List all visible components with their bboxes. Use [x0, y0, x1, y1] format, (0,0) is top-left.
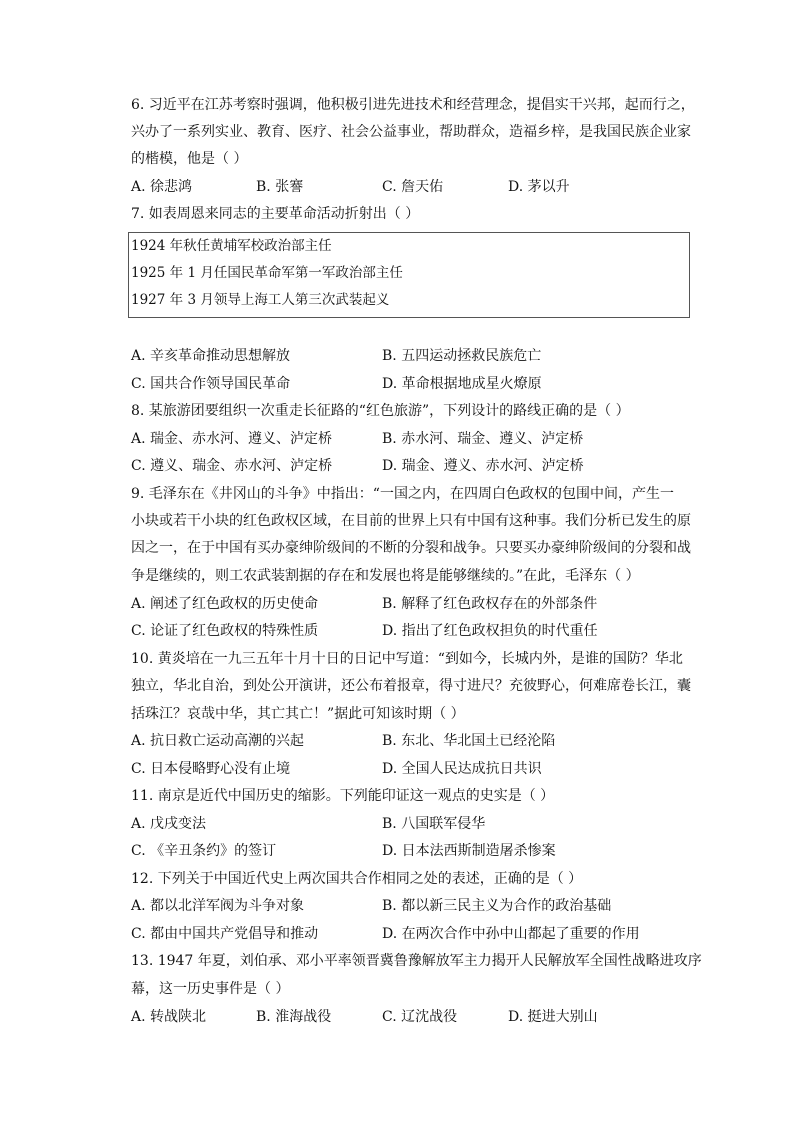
- q6-option-d: D. 茅以升: [508, 179, 570, 195]
- q11-line-1: 11. 南京是近代中国历史的缩影。下列能印证这一观点的史实是（ ）: [131, 788, 555, 804]
- q10-option-a: A. 抗日救亡运动高潮的兴起: [131, 733, 305, 749]
- q10-option-b: B. 东北、华北国土已经沦陷: [382, 733, 556, 749]
- q6-option-b: B. 张謇: [256, 179, 304, 195]
- q10-option-c: C. 日本侵略野心没有止境: [131, 761, 291, 777]
- q6-line-1: 6. 习近平在江苏考察时强调，他积极引进先进技术和经营理念，提倡实干兴邦，起而行之，: [131, 97, 695, 113]
- q13-line-2: 幕，这一历史事件是（ ）: [131, 981, 290, 997]
- q7-option-c: C. 国共合作领导国民革命: [131, 376, 291, 392]
- q9-line-2: 小块或若干小块的红色政权区域，在目前的世界上只有中国有这种事。我们分析已发生的原: [131, 513, 691, 529]
- q10-line-3: 括珠江？哀哉中华，其亡其亡！”据此可知该时期（ ）: [131, 706, 465, 722]
- q12-option-b: B. 都以新三民主义为合作的政治基础: [382, 898, 612, 914]
- q7-table-row-1: 1924 年秋任黄埔军校政治部主任: [131, 238, 332, 254]
- q10-option-d: D. 全国人民达成抗日共识: [382, 761, 542, 777]
- q13-option-d: D. 挺进大别山: [508, 1009, 598, 1025]
- q8-option-c: C. 遵义、瑞金、赤水河、泸定桥: [131, 458, 333, 474]
- q12-option-d: D. 在两次合作中孙中山都起了重要的作用: [382, 926, 640, 942]
- q11-option-b: B. 八国联军侵华: [382, 816, 486, 832]
- q8-option-a: A. 瑞金、赤水河、遵义、泸定桥: [131, 431, 333, 447]
- q7-line-1: 7. 如表周恩来同志的主要革命活动折射出（ ）: [131, 206, 420, 222]
- q7-table-row-3: 1927 年 3 月领导上海工人第三次武装起义: [131, 292, 390, 308]
- q9-option-d: D. 指出了红色政权担负的时代重任: [382, 623, 598, 639]
- q13-line-1: 13. 1947 年夏，刘伯承、邓小平率领晋冀鲁豫解放军主力揭开人民解放军全国性战略进攻序: [131, 953, 702, 969]
- q6-option-a: A. 徐悲鸿: [131, 179, 193, 195]
- q10-line-1: 10. 黄炎培在一九三五年十月十日的日记中写道：“到如今，长城内外，是谁的国防？华北: [131, 651, 683, 667]
- q8-line-1: 8. 某旅游团要组织一次重走长征路的“红色旅游”，下列设计的路线正确的是（ ）: [131, 403, 630, 419]
- q11-option-d: D. 日本法西斯制造屠杀惨案: [382, 843, 556, 859]
- q13-option-a: A. 转战陕北: [131, 1009, 207, 1025]
- q13-option-c: C. 辽沈战役: [382, 1009, 458, 1025]
- q13-option-b: B. 淮海战役: [256, 1009, 332, 1025]
- q6-line-3: 的楷模，他是（ ）: [131, 151, 248, 167]
- q11-option-a: A. 戊戌变法: [131, 816, 207, 832]
- q8-option-b: B. 赤水河、瑞金、遵义、泸定桥: [382, 431, 584, 447]
- q6-option-c: C. 詹天佑: [382, 179, 444, 195]
- q12-option-a: A. 都以北洋军阀为斗争对象: [131, 898, 305, 914]
- q9-line-4: 争是继续的，则工农武装割据的存在和发展也将是能够继续的。”在此，毛泽东（ ）: [131, 568, 640, 584]
- q9-option-b: B. 解释了红色政权存在的外部条件: [382, 596, 598, 612]
- q6-line-2: 兴办了一系列实业、教育、医疗、社会公益事业，帮助群众，造福乡梓，是我国民族企业家: [131, 124, 691, 140]
- q9-line-1: 9. 毛泽东在《井冈山的斗争》中指出：“一国之内，在四周白色政权的包围中间，产生一: [131, 486, 674, 502]
- q12-option-c: C. 都由中国共产党倡导和推动: [131, 926, 319, 942]
- q8-option-d: D. 瑞金、遵义、赤水河、泸定桥: [382, 458, 584, 474]
- q7-table-row-2: 1925 年 1 月任国民革命军第一军政治部主任: [131, 265, 403, 281]
- q7-option-b: B. 五四运动拯救民族危亡: [382, 348, 542, 364]
- q9-option-a: A. 阐述了红色政权的历史使命: [131, 596, 319, 612]
- q10-line-2: 独立，华北自治，到处公开演讲，还公布着报章，得寸进尺？充彼野心，何难席卷长江，囊: [131, 678, 691, 694]
- q7-option-d: D. 革命根据地成星火燎原: [382, 376, 542, 392]
- q11-option-c: C. 《辛丑条约》的签订: [131, 843, 277, 859]
- q9-option-c: C. 论证了红色政权的特殊性质: [131, 623, 319, 639]
- q7-option-a: A. 辛亥革命推动思想解放: [131, 348, 291, 364]
- q12-line-1: 12. 下列关于中国近代史上两次国共合作相同之处的表述，正确的是（ ）: [131, 871, 583, 887]
- q7-table: [128, 232, 690, 318]
- q9-line-3: 因之一，在于中国有买办豪绅阶级间的不断的分裂和战争。只要买办豪绅阶级间的分裂和战: [131, 540, 691, 556]
